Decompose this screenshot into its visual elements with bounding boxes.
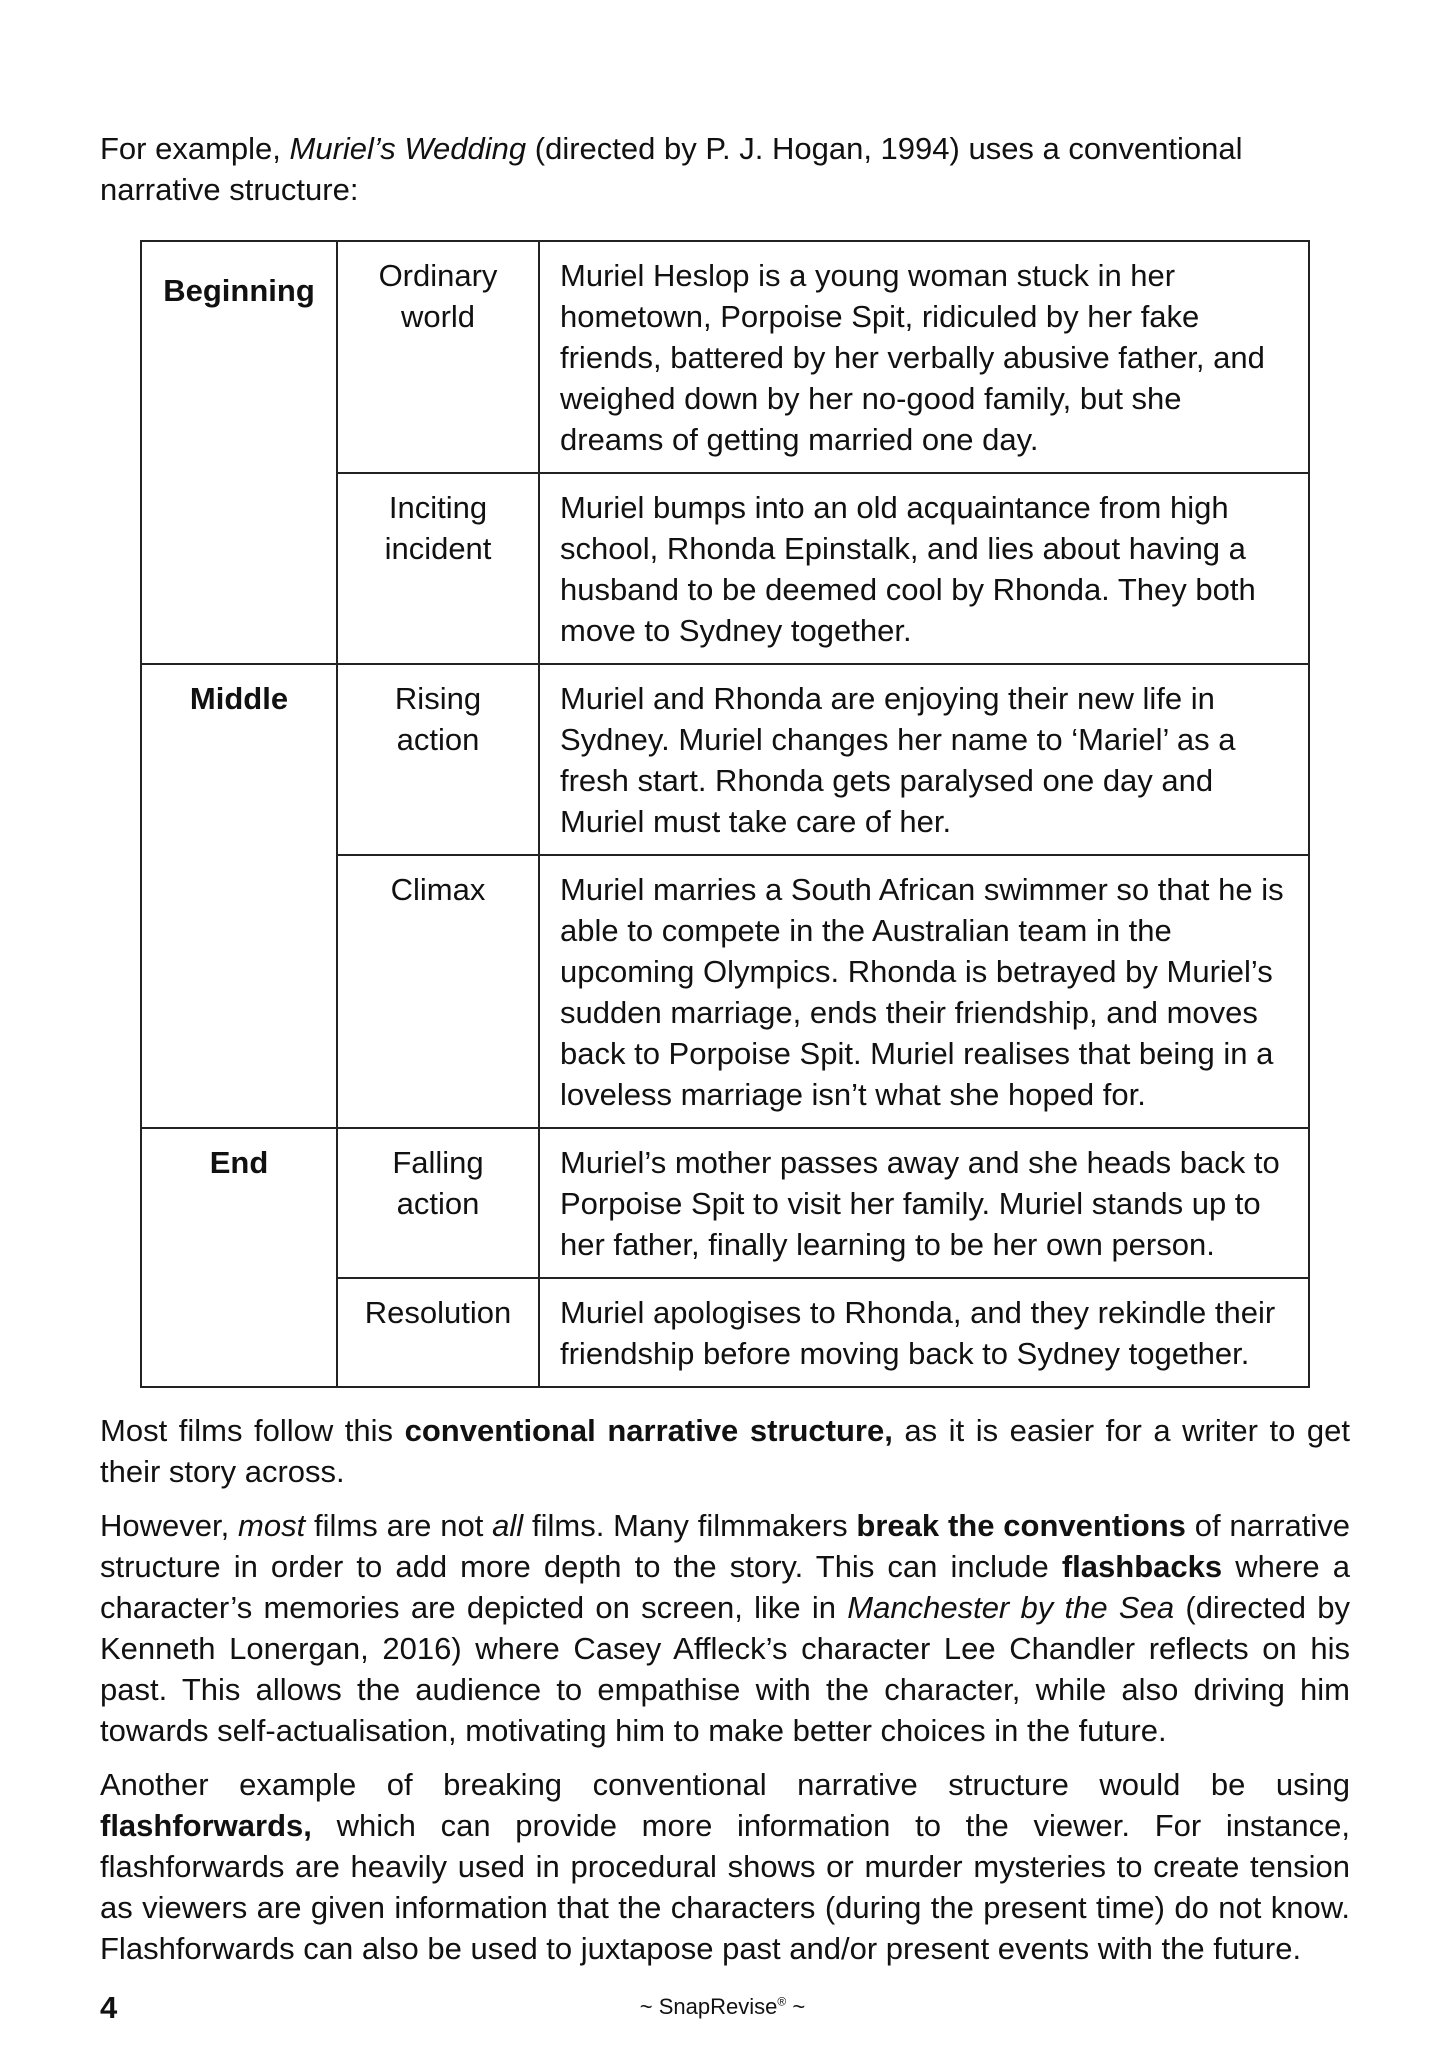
element-cell: Climax: [337, 855, 539, 1128]
registered-mark: ®: [777, 1994, 787, 2009]
table-row: [141, 241, 1309, 473]
table-row: [141, 1128, 1309, 1278]
term-conventional-narrative: conventional narrative structure,: [404, 1413, 893, 1448]
page-content: [100, 128, 1350, 1982]
table-row: [141, 664, 1309, 855]
term-break-conventions: break the conventions: [856, 1508, 1186, 1543]
element-cell: Rising action: [337, 664, 539, 855]
element-cell: Falling action: [337, 1128, 539, 1278]
paragraph-flashforwards: Another example of breaking conventional narrative structure would be using flashforwards, which can provide more information to the viewer. For instance, flashforwards are heavily used in procedural shows or murder mysteries to create tension as viewers are given information that the characters (during the present time) do not know. Flashforwards can also be used to juxtapose past and/or present events with the future.: [100, 1767, 1350, 1966]
description-cell: Muriel and Rhonda are enjoying their new life in Sydney. Muriel changes her name to ‘Mariel’ as a fresh start. Rhonda gets paralysed one day and Muriel must take care of her.: [539, 664, 1309, 855]
description-cell: Muriel Heslop is a young woman stuck in her hometown, Porpoise Spit, ridiculed by her fake friends, battered by her verbally abusive father, and weighed down by her no-good family, but she dreams of getting married one day.: [539, 241, 1309, 473]
stage-cell: End: [141, 1128, 337, 1387]
element-cell: Inciting incident: [337, 473, 539, 664]
narrative-structure-table: [140, 240, 1310, 1388]
footer-brand: ~ SnapRevise® ~: [639, 1994, 806, 2019]
description-cell: Muriel bumps into an old acquaintance from high school, Rhonda Epinstalk, and lies about having a husband to be deemed cool by Rhonda. They both move to Sydney together.: [539, 473, 1309, 664]
description-cell: Muriel marries a South African swimmer so that he is able to compete in the Australian team in the upcoming Olympics. Rhonda is betrayed by Muriel’s sudden marriage, ends their friendship, and moves back to Porpoise Spit. Muriel realises that being in a loveless marriage isn’t what she hoped for.: [539, 855, 1309, 1128]
stage-cell: Middle: [141, 664, 337, 1128]
term-flashforwards: flashforwards,: [100, 1808, 312, 1843]
intro-text-end: (directed by P. J. Hogan, 1994) uses a conventional narrative structure:: [100, 131, 1243, 207]
film-title: Manchester by the Sea: [847, 1590, 1175, 1625]
film-title: Muriel’s Wedding: [289, 131, 527, 166]
element-cell: Resolution: [337, 1278, 539, 1387]
intro-text: For example,: [100, 131, 290, 166]
term-flashbacks: flashbacks: [1061, 1549, 1223, 1584]
description-cell: Muriel apologises to Rhonda, and they rekindle their friendship before moving back to Sydney together.: [539, 1278, 1309, 1387]
brand-name: SnapRevise: [658, 1994, 778, 2019]
stage-cell: Beginning: [141, 241, 337, 664]
paragraph-flashbacks: However, most films are not all films. Many filmmakers break the conventions of narrative structure in order to add more depth to the story. This can include flashbacks where a character’s memories are depicted on screen, like in Manchester by the Sea (directed by Kenneth Lonergan, 2016) where Casey Affleck’s character Lee Chandler reflects on his past. This allows the audience to empathise with the character, while also driving him towards self-actualisation, motivating him to make better choices in the future.: [100, 1508, 1351, 1748]
description-cell: Muriel’s mother passes away and she heads back to Porpoise Spit to visit her family. Muriel stands up to her father, finally learning to be her own person.: [539, 1128, 1309, 1278]
intro-paragraph: [100, 128, 1350, 210]
page-number: 4: [100, 1990, 118, 2025]
element-cell: Ordinary world: [337, 241, 539, 473]
paragraph-conventional: Most films follow this conventional narrative structure, as it is easier for a writer to get their story across.: [100, 1413, 1350, 1489]
